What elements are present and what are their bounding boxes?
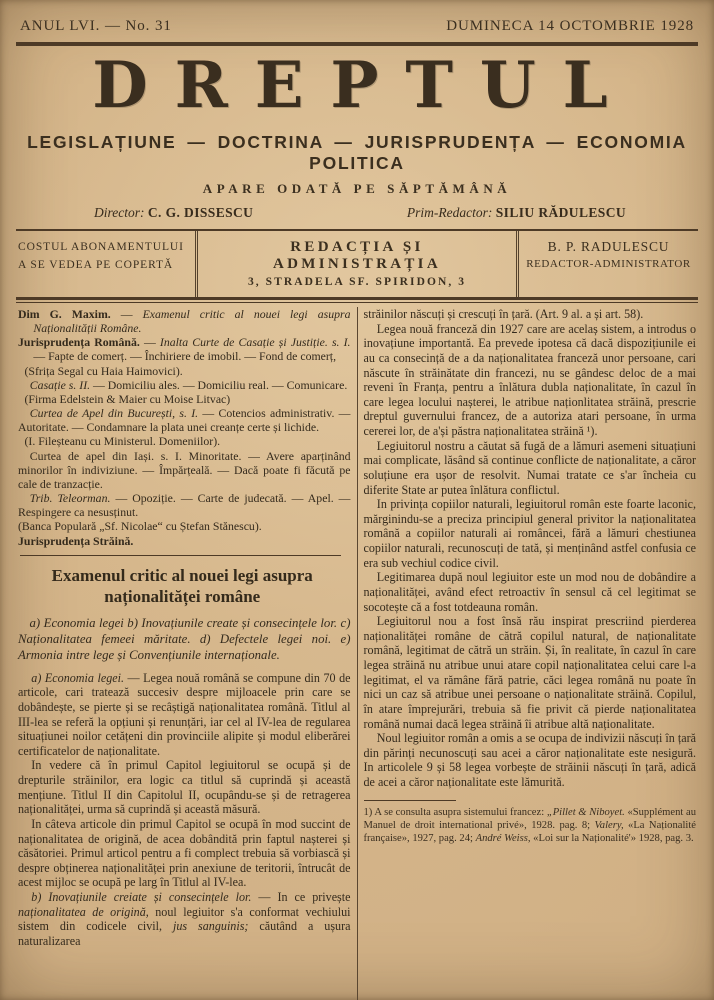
toc-item (18, 491, 351, 519)
text-run: — Fapte de comerț. — Închiriere de imobil. — Fond de comerț, (33, 349, 337, 364)
text-run: Noul legiuitor român a omis a se ocupa de indivizii născuți în țară din părinți necunoscuți sau acei a căror naționalitate este nesigură. In articolele 9 și 58 legea vorbește de străinii născuți în țară, adică de acei a căror naționalitate este lămurită. (363, 731, 696, 789)
toc-item (18, 449, 351, 491)
text-run: naționalitatea de origină, (18, 904, 149, 919)
paragraph (18, 890, 351, 949)
toc-item (18, 378, 351, 392)
text-run: — (110, 307, 143, 321)
administrator-name: B. P. RADULESCU (547, 239, 670, 254)
info-band (16, 231, 698, 297)
text-run: jus sanguinis; (172, 919, 249, 934)
paragraph (18, 758, 351, 817)
issue-date: DUMINECA 14 OCTOMBRIE 1928 (446, 18, 694, 34)
text-run: Legiuitorul nou a fost însă rău inspirat prescriind pierderea naționalităței române de cătră copilul natural, de naționalitate română, legitimat de cătră un străin. Și, în realitate, în cazul în care legea străină nu atribue unui atare copil naționalitatea celui care l-a legitimat, el va rămâne fără patrie, căci legea română nu poate în nici un caz să atribue unei persoane o naționalitate străină. Copilul, în atare împrejurări, trebuia să fie privit că pierde naționalitatea română numai dacă legea străină îi atribue altă naționalitate. (363, 614, 696, 731)
text-run: «La Naționalité française», 1927, pag. 24; (363, 819, 696, 845)
top-bar (16, 14, 698, 35)
subscription-cost-line2: A SE VEDEA PE COPERTĂ (18, 258, 174, 271)
toc-item (18, 307, 351, 335)
text-run: In câteva articole din primul Capitol se ocupă în mod succint de naționalitatea de origină, de acea dobândită prin faptul nașterei și căsătoriei. Primul articol pentru a fi complect trebuia să vorbiască și despre obținerea naționalităței prin anexiune de teritorii, întrucât de acest mijloc se ocupă pe larg în Titlul al IV-lea. (18, 816, 351, 890)
text-run: Curtea de apel din Iași. s. I. Minoritate. — Avere aparținând minorilor în indiviziune. — Împărțeală. — Dacă poate fi făcută pe cale de tranzacție. (18, 448, 351, 491)
prim-redactor-credit (407, 205, 626, 221)
footnote-rule (364, 800, 456, 801)
toc-item (18, 335, 351, 363)
paragraph (364, 439, 697, 498)
text-run: (I. Fileșteanu cu Ministerul. Domeniilor). (24, 434, 221, 449)
text-run: Jurisprudența Română. (18, 335, 140, 350)
paragraph (364, 307, 697, 322)
text-run: (Sfrița Segal cu Haia Haimovici). (24, 363, 183, 378)
text-run: 1) A se consulta asupra sistemului francez: (363, 806, 547, 818)
text-run: „Pillet & Niboyet. (546, 806, 625, 818)
text-run: (Banca Populară „Sf. Nicolae“ cu Ștefan Stănescu). (18, 519, 262, 534)
text-run: Inalta Curte de Casație și Justiție. s. I. (159, 335, 351, 350)
editorial-address-cell (198, 231, 516, 297)
text-run: Legiuitorul nostru a căutat să fugă de a lămuri asemeni situațiuni mai complicate, lăsând să continue conflicte de naționalitate, a căror soluțiune era ușor de resolvit. Numai tratate ce s'ar încheia cu diferite State ar putea înlătura conflictul. (363, 438, 696, 497)
editorial-address-street: 3, STRADELA SF. SPIRIDON, 3 (247, 276, 467, 288)
director-label: Director: (94, 205, 145, 220)
text-run: André Weiss, (475, 833, 531, 845)
frequency-line: APARE ODATĂ PE SĂPTĂMÂNĂ (202, 181, 512, 196)
article-title-line1: Examenul critic al nouei legi asupra (51, 565, 313, 585)
paragraph (364, 570, 697, 614)
text-run: — (139, 335, 160, 350)
toc-item (18, 534, 351, 548)
footnote-block (364, 800, 697, 846)
toc-item (18, 434, 351, 448)
prim-redactor-name: SILIU RĂDULESCU (495, 205, 626, 220)
prim-redactor-label: Prim-Redactor: (406, 205, 493, 220)
text-run: «Supplément au Manuel de droit international privé», 1928. pag. 8; (363, 806, 697, 831)
text-run: — Cotencios administrativ. — Autoritate. — Condamnare la plata unei creanțe certe și lichide. (18, 406, 351, 435)
paragraph (364, 614, 697, 731)
article-body-right (364, 307, 697, 790)
text-run: Legea nouă franceză din 1927 care are acelaș sistem, a introdus o inovațiune importantă. Ea prevede ipotesa că dacă dispozițiunile ei au ca consecință de a da naționalitatea franceză unor persoane, cari născute în străinătate din francezi, nu se gândesc deloc de a mai reveni în Franța, pentru a înlătura dubla naționalitate, în cazul în care legea locului nașterei, le atribue naționlitatea străină, prescrie dreptul guvernului francez, de a autoriza atari persoane, în urma cererei lor, de a'și păstra naționalitatea străină ¹). (363, 321, 696, 438)
text-run: căutând a ușura naturalizarea (18, 919, 351, 948)
text-run: Legitimarea după noul legiuitor este un mod nou de dobândire a naționalităței, având efect retroactiv în sensul că cel legitimat se socotește că a fost totdeauna român. (363, 570, 696, 614)
text-run: Dim G. Maxim. (18, 307, 111, 321)
text-run: Valery, (594, 819, 624, 831)
paragraph (18, 817, 351, 890)
subscription-cost-cell (16, 231, 198, 297)
article-abstract: a) Economia legei b) Inovațiunile create și consecințele lor. c) Naționalitatea femeei măritate. d) Defectele legei noi. e) Armonia intre lege și Convențiunile internaționale. (18, 616, 351, 662)
administrator-cell (516, 231, 698, 297)
subtitle-line: LEGISLAȚIUNE — DOCTRINA — JURISPRUDENȚA — ECONOMIA POLITICA (27, 132, 687, 173)
top-rule (16, 42, 698, 46)
director-credit (94, 205, 253, 221)
text-run: Casație s. II. (29, 377, 91, 392)
text-run: — In ce privește (251, 890, 351, 905)
text-run: — Opoziție. — Carte de judecată. — Apel. — Respingere ca nesusținut. (18, 491, 351, 520)
text-run: In vedere că în primul Capitol legiuitorul se ocupă și de drepturile străinilor, era logic ca titlul să cuprindă și această mențiune. Titlul II din Capitolul II, ocupându-se și de retragerea naționalităței, urma să cuprindă și această măsură. (18, 758, 351, 817)
paragraph (364, 731, 697, 790)
paragraph (364, 497, 697, 570)
article-body-left (18, 671, 351, 949)
body-columns (16, 303, 698, 949)
footnote-text (364, 806, 697, 846)
administrator-role: REDACTOR-ADMINISTRATOR (526, 258, 691, 270)
right-column (364, 307, 697, 949)
toc-item (18, 364, 351, 378)
toc-item (18, 392, 351, 406)
text-run: «Loi sur la Naționalité'» 1928, pag. 3. (530, 833, 694, 845)
text-run: — Legea nouă română se compune din 70 de articole, cari tratează succesiv despre mijloacele prin care se dobândește, se pierte și se recâștigă naționalitatea română. Titlul al III-lea se referă la opțiuni și renunțări, iar cel al IV-lea de regularea situațiunei noilor cetățeni din provinciile alipite și modul eliberărei certificatelor de naționalitate. (18, 670, 351, 758)
left-column (18, 307, 351, 949)
text-run: In privința copiilor naturali, legiuitorul român este foarte laconic, mărginindu-se a preciza principiul general privitor la naționalitatea română a copiilor naturali ai româncei, fără a lămuri chestiunea copiilor naturali, recunoscuți de tată, și menținând astfel confusia ce era sub vechiul codice civil. (363, 497, 696, 570)
text-run: străinilor născuți și crescuți în țară. (Art. 9 al. a și art. 58). (363, 307, 644, 321)
editorial-address-title: REDACȚIA ȘI ADMINISTRAȚIA (273, 239, 441, 272)
staff-row (16, 205, 698, 221)
text-run: noul legiuitor s'a conformat vechiului sistem din codicele civil, (18, 904, 351, 934)
text-run: a) Economia legei. (31, 670, 124, 685)
text-run: (Firma Edelstein & Maier cu Moise Litvac) (24, 391, 231, 406)
subscription-cost-line1: COSTUL ABONAMENTULUI (18, 241, 184, 253)
article-title (20, 565, 345, 608)
issue-number: ANUL LVI. — No. 31 (20, 18, 172, 34)
toc-item (18, 406, 351, 434)
article-title-line2: naționalităței române (104, 586, 261, 606)
text-run: Curtea de Apel din București, s. I. (29, 406, 199, 421)
toc-item (18, 519, 351, 533)
column-divider-rule (351, 307, 364, 949)
toc-divider-rule (20, 555, 341, 556)
director-name: C. G. DISSESCU (147, 205, 254, 220)
masthead-title: DREPTUL (92, 48, 635, 123)
text-run: b) Inovațiunile creiate și consecințele lor. (31, 890, 252, 905)
text-run: Jurisprudența Străină. (18, 533, 134, 548)
paragraph (18, 671, 351, 759)
paragraph (364, 322, 697, 439)
text-run: Trib. Teleorman. (29, 491, 111, 506)
text-run: Examenul critic al nouei legi asupra Naționalității Române. (33, 307, 351, 336)
text-run: — Domiciliu ales. — Domiciliu real. — Comunicare. (90, 377, 348, 392)
table-of-contents (18, 307, 351, 548)
